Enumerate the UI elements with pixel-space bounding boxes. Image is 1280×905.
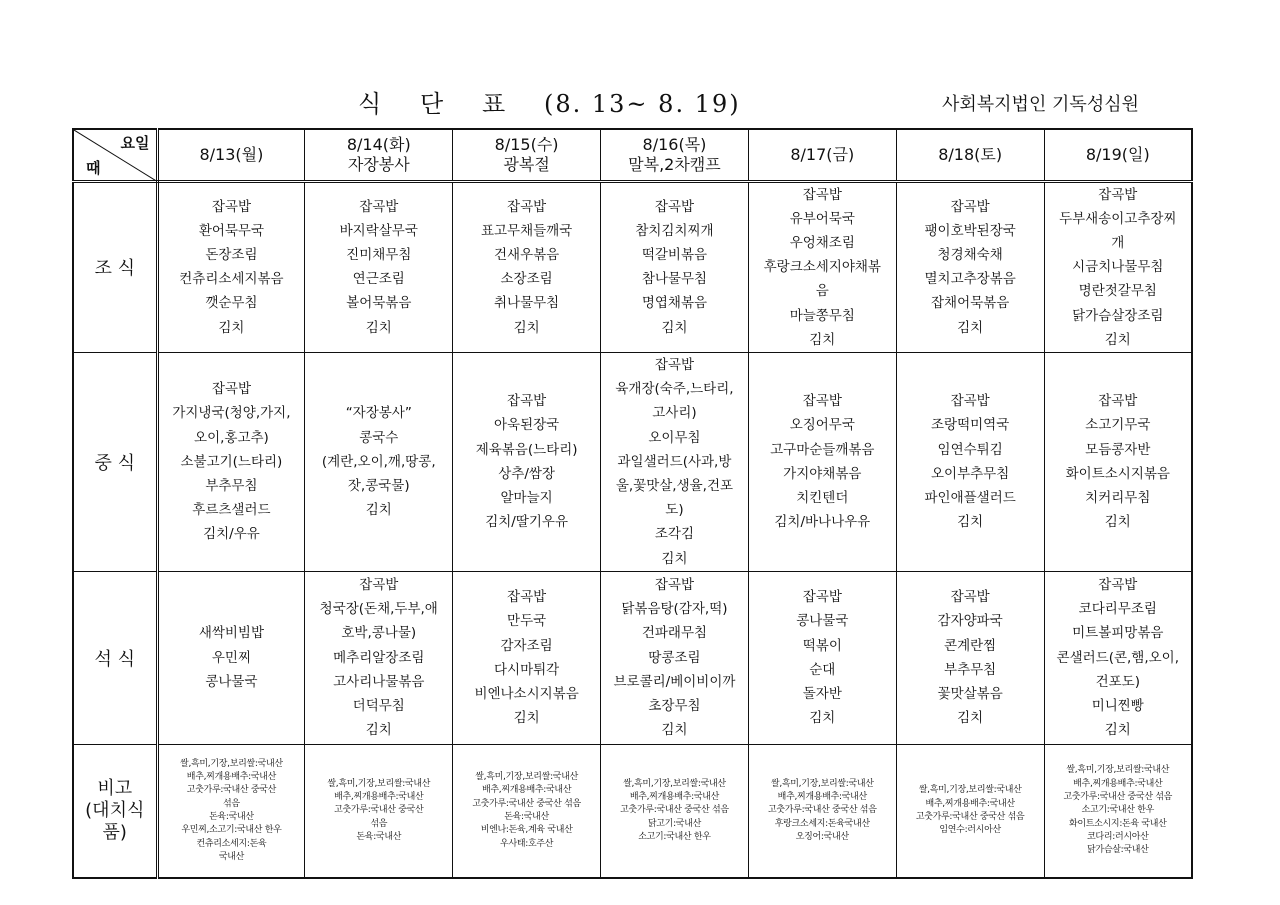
menu-item: 만두국	[507, 613, 547, 630]
origin-note-line: 고춧가루:국내산 중국산 섞음	[620, 805, 729, 816]
menu-item: 임연수튀김	[937, 441, 1003, 458]
menu-item: 청경채숙채	[937, 247, 1003, 263]
menu-item: 비엔나소시지볶음	[474, 685, 579, 702]
organization-name: 사회복지법인 기독성심원	[942, 94, 1139, 115]
menu-item: 멸치고추장볶음	[924, 271, 1016, 288]
origin-note-line: 배추,찌개용배추:국내산	[629, 792, 720, 803]
day-date: 8/15(수)	[494, 134, 559, 154]
title-char: 단	[420, 90, 446, 118]
menu-item: 울,꽃맛살,생율,건포	[615, 477, 734, 494]
origin-note-line: 돈육:국내산	[209, 812, 254, 822]
menu-item: 잡곡밥	[654, 198, 695, 215]
menu-item: 닭가슴살장조림	[1072, 307, 1164, 324]
origin-note-line: 배추,찌개용배추:국내산	[925, 798, 1015, 809]
menu-cell	[453, 181, 601, 352]
menu-item: 과일샐러드(사과,방	[617, 453, 732, 470]
menu-item: 가지냉국(청양,가지,	[172, 405, 291, 422]
menu-item: 제육볶음(느타리)	[475, 441, 578, 458]
origin-note-line: 코다리:러시아산	[1087, 831, 1149, 842]
origin-note-cell	[157, 744, 305, 878]
menu-item: 김치/바나나우유	[774, 514, 871, 531]
menu-item: 잡곡밥	[654, 356, 695, 373]
menu-cell	[896, 571, 1044, 744]
menu-item: 김치	[957, 514, 984, 531]
title-char: 표	[482, 90, 508, 118]
menu-item: 돈장조림	[205, 247, 258, 263]
origin-note-line: 국내산	[218, 851, 245, 862]
menu-cell	[601, 181, 749, 352]
menu-item: 콩나물국	[205, 673, 258, 690]
menu-item: 모듬콩자반	[1085, 441, 1151, 458]
origin-note-line: 고춧가루:국내산 중국산 섞음	[915, 812, 1025, 822]
day-date: 8/14(화)	[346, 134, 411, 154]
menu-item: 고구마순들깨볶음	[770, 441, 875, 458]
menu-item: 김치	[365, 502, 392, 519]
day-date: 8/13(월)	[199, 144, 264, 164]
menu-item: 팽이호박된장국	[924, 222, 1016, 239]
menu-item: 환어묵무국	[198, 222, 265, 239]
day-header	[1044, 129, 1192, 181]
day-header	[157, 129, 305, 181]
menu-item: 초장무침	[648, 698, 701, 715]
origin-note-line: 쌀,흑미,기장,보리쌀:국내산	[770, 778, 874, 789]
origin-note-line: 쌀,흑미,기장,보리쌀:국내산	[180, 758, 283, 769]
menu-item: 우엉채조림	[789, 234, 855, 251]
menu-item: 건파래무침	[641, 625, 708, 642]
origin-note-line: 돈육:국내산	[356, 831, 402, 842]
origin-note-cell	[305, 744, 453, 878]
menu-item: 치킨텐더	[796, 490, 849, 507]
menu-item: 육개장(숙주,느타리,	[615, 381, 734, 398]
origin-note-line: 돈육:국내산	[504, 812, 549, 822]
menu-item: 김치	[365, 319, 392, 336]
menu-cell	[748, 352, 896, 571]
lunch-row	[73, 352, 1192, 571]
menu-item: 콘샐러드(콘,햄,오이,	[1056, 649, 1180, 666]
origin-note-line: 고춧가루:국내산 중국산 섞음	[768, 805, 877, 816]
origin-note-line: 소고기:국내산 한우	[638, 831, 711, 842]
menu-cell	[157, 181, 305, 352]
header-row	[73, 129, 1192, 181]
menu-item: 연근조림	[352, 271, 405, 288]
day-note: 광복절	[503, 154, 550, 174]
menu-item: 더덕무침	[352, 698, 405, 715]
menu-item: 잡곡밥	[507, 393, 547, 410]
menu-cell	[305, 181, 453, 352]
weekly-menu-table	[72, 128, 1193, 879]
menu-item: 호박,콩나물)	[341, 625, 417, 642]
menu-item: 알마늘지	[500, 490, 553, 507]
corner-cell	[73, 129, 157, 181]
menu-item: 잡곡밥	[950, 198, 990, 215]
menu-item: 볼어묵볶음	[346, 295, 412, 312]
day-header	[305, 129, 453, 181]
menu-item: 소장조림	[500, 271, 553, 288]
menu-item: 소고기무국	[1085, 417, 1151, 434]
meal-label: 중 식	[73, 352, 157, 571]
menu-item: 조각김	[654, 526, 695, 543]
day-date: 8/18(토)	[938, 144, 1003, 164]
menu-item: 부추무침	[205, 477, 258, 494]
menu-cell	[1044, 352, 1192, 571]
menu-cell	[157, 571, 305, 744]
origin-note-line: 배추,찌개용배추:국내산	[481, 785, 572, 796]
origin-note-line: 화이트소시지:돈육 국내산	[1068, 818, 1167, 829]
menu-item: 잡곡밥	[211, 381, 251, 398]
origin-note-cell	[1044, 744, 1192, 878]
title-date-range: (8. 13~ 8. 19)	[544, 90, 741, 118]
menu-item: 조랑떡미역국	[931, 417, 1010, 434]
menu-item: 잣,콩국물)	[347, 477, 410, 494]
menu-item: 명엽채볶음	[641, 295, 708, 312]
origin-note-cell	[896, 744, 1044, 878]
origin-note-line: 고춧가루:국내산 중국산 섞음	[472, 798, 581, 809]
menu-item: 오이부추무침	[931, 465, 1010, 482]
menu-item: 마늘쫑무침	[789, 307, 855, 324]
origin-note-cell	[453, 744, 601, 878]
day-date: 8/19(일)	[1085, 144, 1150, 164]
menu-item: 잡곡밥	[654, 577, 695, 594]
menu-item: 화이트소시지볶음	[1065, 465, 1170, 482]
menu-item: 순대	[809, 661, 836, 678]
menu-item: 닭볶음탕(감자,떡)	[621, 601, 728, 618]
menu-item: 치커리무침	[1085, 490, 1151, 507]
menu-item: 오징어무국	[789, 417, 855, 434]
menu-item: 잡곡밥	[359, 198, 399, 215]
menu-item: 김치	[218, 319, 245, 336]
menu-item: 미트볼피망볶음	[1072, 625, 1164, 642]
menu-item: 음	[815, 283, 829, 300]
origin-note-line: 우민찌,소고기:국내산 한우	[181, 825, 282, 836]
menu-item: 도)	[665, 502, 684, 519]
menu-cell	[601, 352, 749, 571]
menu-item: 잡곡밥	[507, 589, 547, 606]
page-title	[358, 84, 741, 119]
menu-item: 떡갈비볶음	[641, 247, 708, 263]
menu-item: 취나물무침	[494, 295, 560, 312]
menu-item: 우민찌	[211, 649, 251, 666]
menu-item: 고사리)	[652, 405, 697, 422]
menu-item: 새싹비빔밥	[198, 625, 265, 642]
menu-item: 콩국수	[359, 429, 399, 446]
menu-item: 김치	[661, 319, 688, 336]
menu-item: 감자양파국	[937, 613, 1003, 630]
menu-cell	[601, 571, 749, 744]
menu-cell	[453, 352, 601, 571]
day-header	[453, 129, 601, 181]
menu-item: 김치/딸기우유	[485, 514, 568, 531]
origin-note-line: 쌀,흑미,기장,보리쌀:국내산	[475, 772, 578, 783]
origin-note-line: 닭고기:국내산	[647, 818, 701, 829]
menu-item: 파인애플샐러드	[924, 490, 1016, 507]
menu-item: 참나물무침	[641, 271, 708, 288]
origin-note-line: 컨츄리소세지:돈육	[196, 838, 267, 849]
menu-item: 청국장(돈채,두부,애	[319, 601, 438, 618]
menu-item: 후르츠샐러드	[192, 502, 271, 519]
menu-item: 후랑크소세지야채볶	[763, 259, 881, 276]
menu-item: 잡곡밥	[507, 198, 547, 215]
origin-note-line: 쌀,흑미,기장,보리쌀:국내산	[1066, 765, 1170, 776]
menu-item: 참치김치찌개	[635, 222, 714, 239]
day-header	[896, 129, 1044, 181]
dinner-row	[73, 571, 1192, 744]
menu-item: 유부어묵국	[789, 210, 855, 227]
menu-item: 김치	[661, 722, 688, 739]
menu-item: 표고무채들깨국	[480, 222, 573, 239]
notes-row	[73, 744, 1192, 878]
menu-item: 김치	[1104, 514, 1131, 531]
origin-note-line: 배추,찌개용배추:국내산	[1073, 778, 1163, 789]
title-char: 식	[358, 90, 384, 118]
origin-note-line: 배추,찌개용배추:국내산	[334, 792, 424, 803]
menu-cell	[748, 181, 896, 352]
day-note: 말복,2차캠프	[628, 154, 721, 174]
menu-item: 코다리무조림	[1078, 601, 1157, 618]
menu-item: 잡곡밥	[1098, 393, 1138, 410]
menu-item: 아욱된장국	[494, 417, 560, 434]
menu-item: 김치	[809, 331, 836, 348]
menu-item: 김치	[957, 710, 984, 727]
menu-item: 김치/우유	[203, 526, 260, 543]
menu-item: 잡채어묵볶음	[931, 295, 1010, 312]
menu-item: 김치	[809, 710, 836, 727]
day-header	[748, 129, 896, 181]
menu-item: 땅콩조림	[648, 649, 701, 666]
meal-label-line: (대치식품)	[85, 800, 145, 843]
menu-item: 가지야채볶음	[783, 465, 862, 482]
origin-note-line: 고춧가루:국내산 중국산	[186, 785, 277, 796]
day-date: 8/16(목)	[642, 134, 707, 154]
menu-item: 메추리알장조림	[333, 649, 425, 666]
menu-item: 컨츄리소세지볶음	[179, 271, 284, 288]
origin-note-line: 닭가슴살:국내산	[1087, 845, 1149, 856]
menu-item: 오이,홍고추)	[194, 429, 269, 446]
meal-label	[73, 744, 157, 878]
menu-item: 소불고기(느타리)	[180, 453, 283, 470]
menu-item: 콘계란찜	[944, 637, 997, 654]
menu-item: 진미채무침	[346, 247, 412, 263]
day-header	[601, 129, 749, 181]
origin-note-line: 배추,찌개용배추:국내산	[777, 792, 867, 803]
menu-item: 오이무침	[648, 429, 701, 446]
menu-item: “자장봉사”	[345, 405, 412, 422]
menu-item: 감자조림	[500, 637, 553, 654]
menu-item: 시금치나물무침	[1072, 259, 1164, 276]
origin-note-line: 오징어:국내산	[795, 831, 849, 842]
menu-item: 바지락살무국	[339, 222, 418, 239]
menu-cell	[305, 571, 453, 744]
menu-item: (계란,오이,깨,땅콩,	[321, 453, 436, 470]
menu-item: 잡곡밥	[1098, 577, 1138, 594]
menu-cell	[1044, 571, 1192, 744]
origin-note-line: 섞음	[370, 818, 388, 829]
menu-item: 다시마튀각	[494, 661, 560, 678]
origin-note-line: 쌀,흑미,기장,보리쌀:국내산	[918, 785, 1022, 796]
origin-note-line: 쌀,흑미,기장,보리쌀:국내산	[623, 778, 726, 789]
menu-item: 고사리나물볶음	[333, 673, 425, 690]
origin-note-line: 비엔나:돈육,계육 국내산	[480, 825, 573, 836]
menu-item: 잡곡밥	[950, 393, 990, 410]
menu-cell	[157, 352, 305, 571]
menu-item: 잡곡밥	[802, 393, 842, 410]
menu-cell	[1044, 181, 1192, 352]
meal-label: 석 식	[73, 571, 157, 744]
menu-item: 김치	[1104, 722, 1131, 739]
menu-item: 김치	[1104, 331, 1131, 348]
menu-item: 돌자반	[802, 685, 842, 702]
menu-item: 꽃맛살볶음	[937, 685, 1003, 702]
menu-cell	[896, 352, 1044, 571]
origin-note-line: 쌀,흑미,기장,보리쌀:국내산	[327, 778, 431, 789]
menu-item: 잡곡밥	[802, 589, 842, 606]
menu-item: 잡곡밥	[1098, 186, 1138, 203]
origin-note-line: 고춧가루:국내산 중국산 섞음	[1063, 792, 1173, 803]
menu-item: 두부새송이고추장찌	[1059, 210, 1177, 227]
menu-item: 김치	[513, 710, 540, 727]
menu-item: 잡곡밥	[950, 589, 990, 606]
menu-item: 김치	[957, 319, 984, 336]
menu-item: 명란젓갈무침	[1078, 283, 1157, 300]
menu-cell	[748, 571, 896, 744]
breakfast-row	[73, 181, 1192, 352]
menu-item: 개	[1111, 234, 1125, 251]
menu-item: 미니찐빵	[1091, 698, 1144, 715]
menu-item: 깻순무침	[205, 295, 258, 312]
corner-meal-label: 때	[86, 158, 101, 177]
day-note: 자장봉사	[347, 154, 410, 174]
menu-cell	[305, 352, 453, 571]
menu-item: 잡곡밥	[802, 186, 842, 203]
menu-item: 부추무침	[944, 661, 997, 678]
origin-note-line: 소고기:국내산 한우	[1081, 805, 1154, 816]
origin-note-cell	[601, 744, 749, 878]
menu-item: 상추/쌈장	[498, 465, 555, 482]
origin-note-line: 우사태:호주산	[500, 838, 554, 849]
menu-item: 떡볶이	[802, 637, 842, 654]
menu-cell	[453, 571, 601, 744]
menu-item: 건포도)	[1095, 673, 1140, 690]
menu-item: 콩나물국	[796, 613, 849, 630]
menu-item: 건새우볶음	[494, 247, 560, 263]
menu-cell	[896, 181, 1044, 352]
menu-item: 잡곡밥	[211, 198, 251, 215]
menu-item: 김치	[365, 722, 392, 739]
origin-note-line: 후랑크소세지:돈육국내산	[774, 818, 870, 829]
day-date: 8/17(금)	[790, 144, 855, 164]
origin-note-cell	[748, 744, 896, 878]
origin-note-line: 배추,찌개용배추:국내산	[186, 772, 277, 783]
menu-item: 김치	[513, 319, 540, 336]
origin-note-line: 임연수:러시아산	[939, 825, 1001, 836]
menu-item: 브로콜리/베이비이까	[613, 673, 736, 690]
menu-item: 잡곡밥	[359, 577, 399, 594]
corner-day-label: 요일	[120, 134, 150, 152]
origin-note-line: 고춧가루:국내산 중국산	[334, 805, 424, 816]
origin-note-line: 섞음	[223, 798, 240, 809]
menu-item: 김치	[661, 550, 688, 567]
meal-label: 조 식	[73, 181, 157, 352]
meal-label-line: 비고	[97, 778, 133, 799]
